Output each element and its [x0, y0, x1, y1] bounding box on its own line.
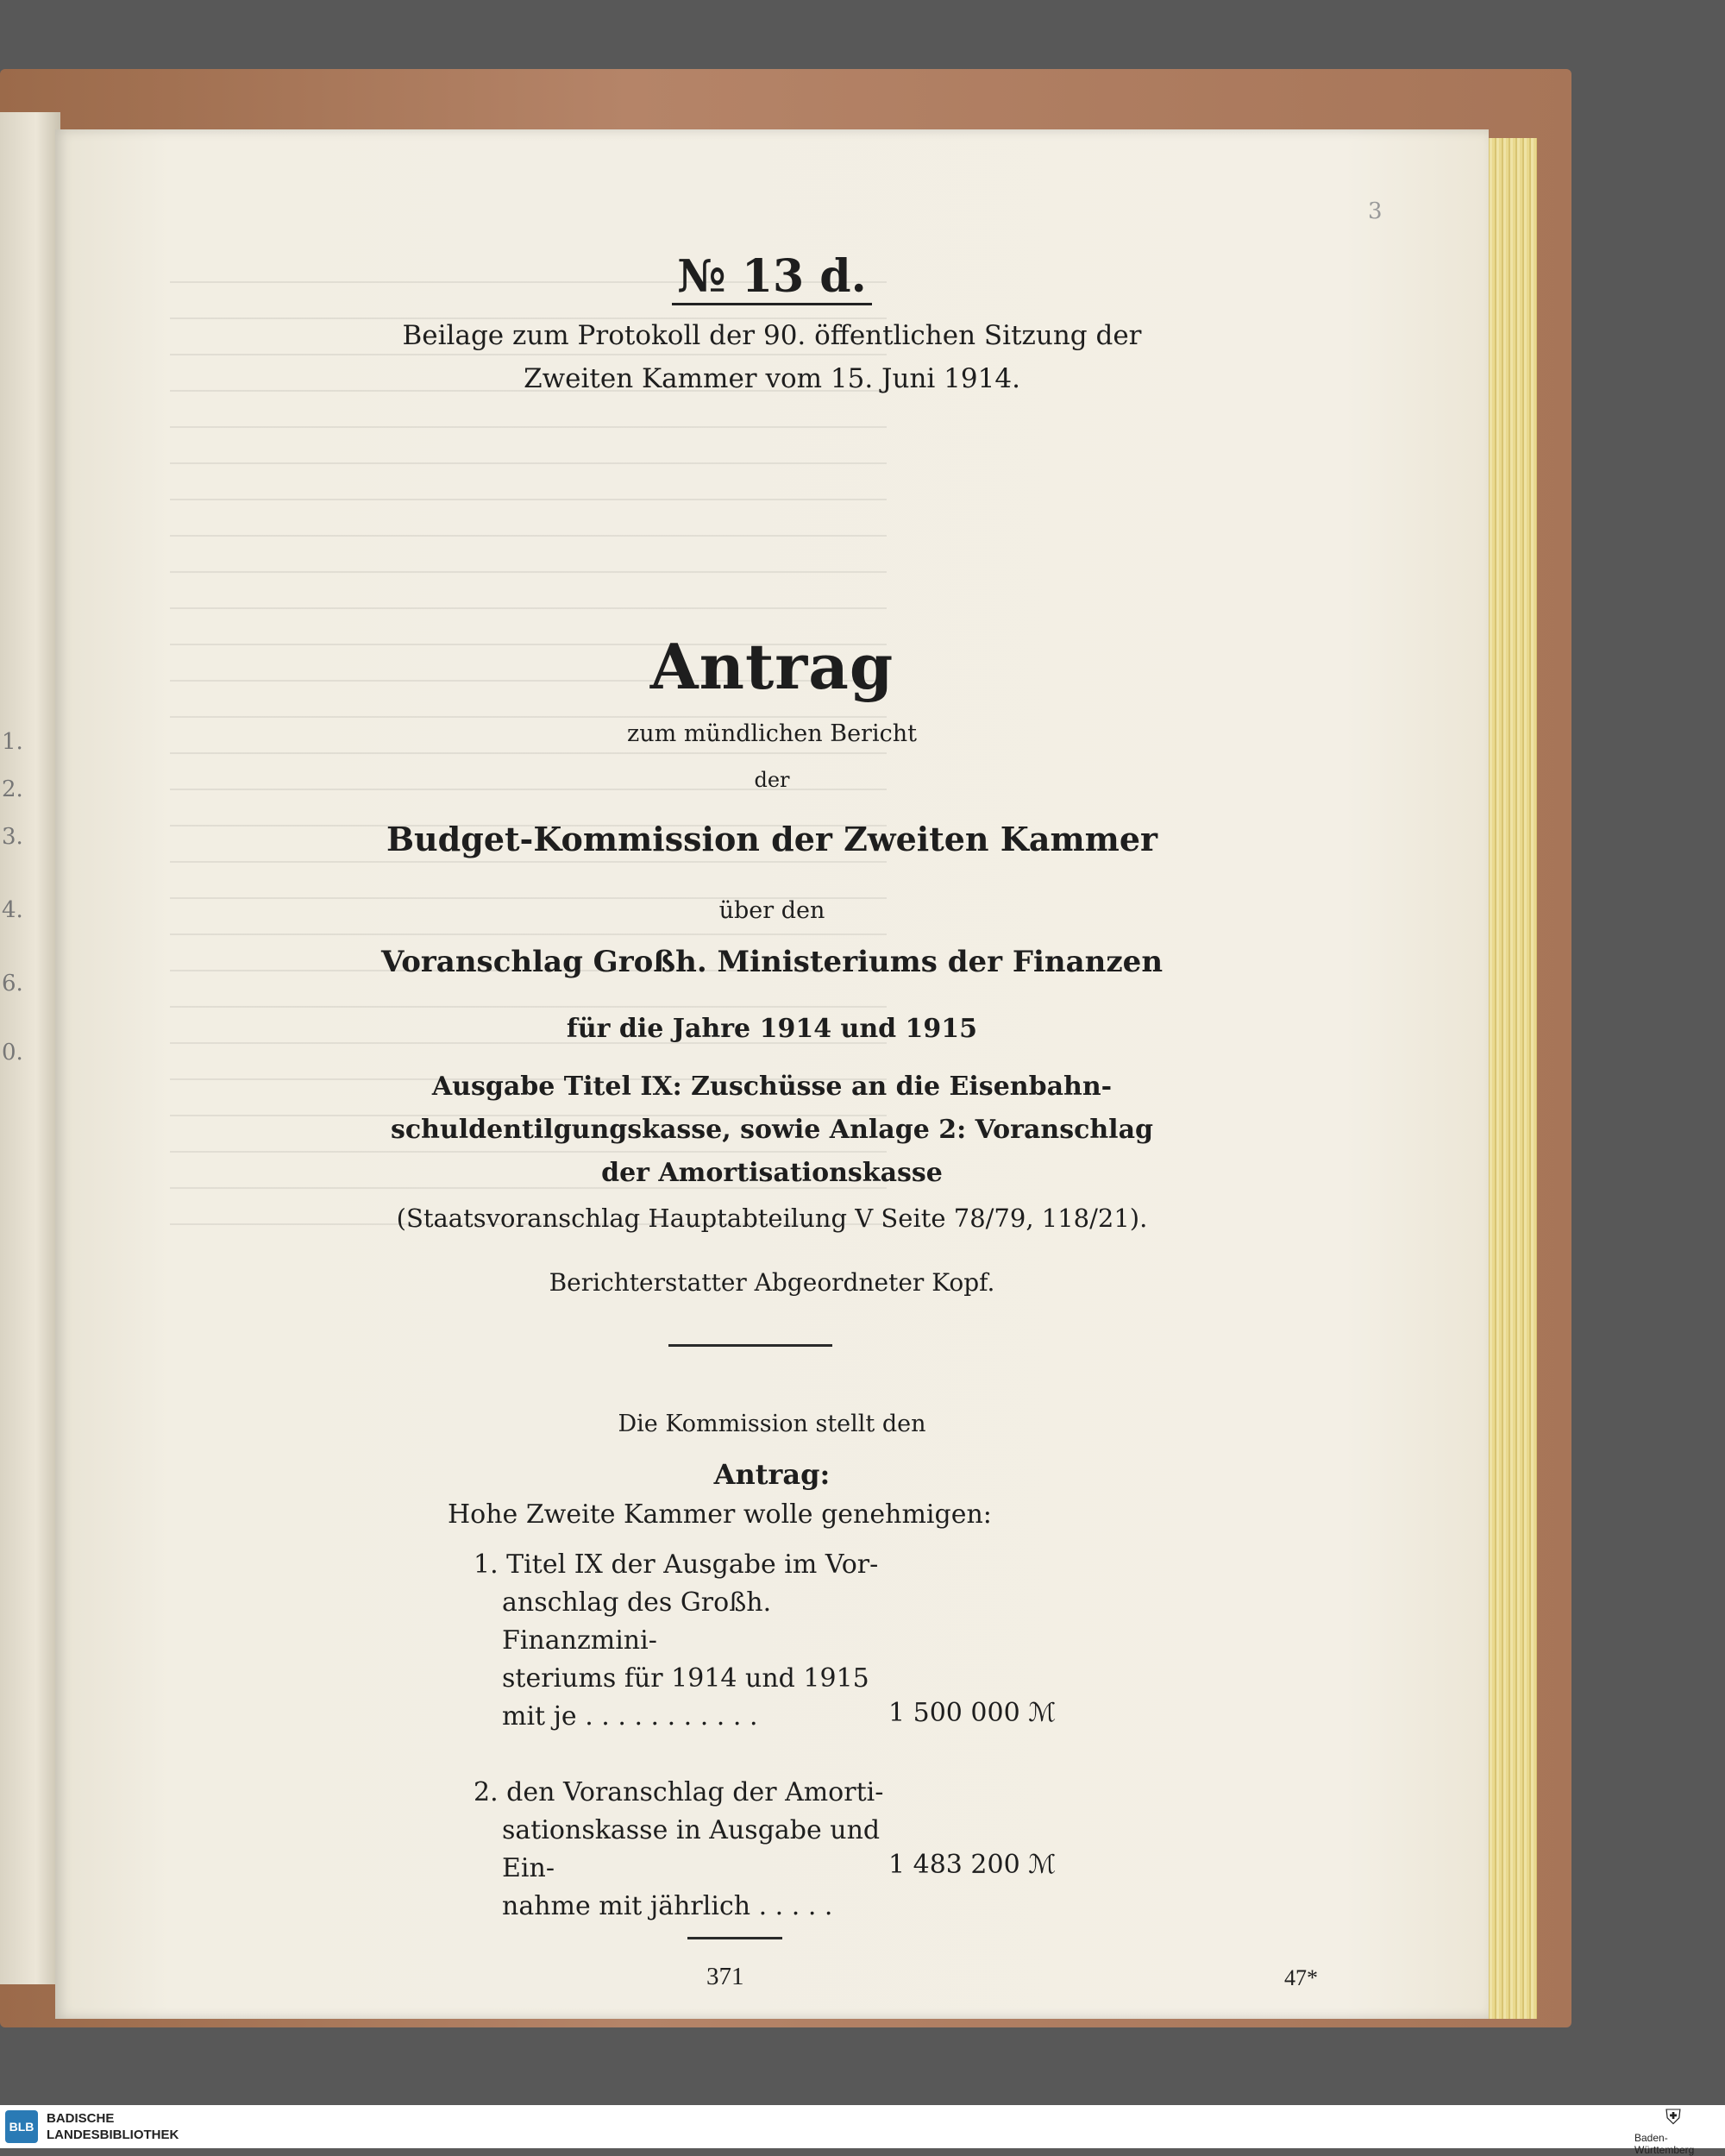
motion-item-1-line: mit je . . . . . . . . . . .	[502, 1701, 758, 1732]
margin-number: 4.	[2, 897, 23, 923]
subtitle-zum: zum mündlichen Bericht	[627, 720, 917, 747]
divider	[668, 1344, 832, 1347]
expenditure-line-3: der Amortisationskasse	[601, 1158, 943, 1188]
commission-name: Budget-Kommission der Zweiten Kammer	[386, 820, 1158, 858]
margin-number: 0.	[2, 1040, 23, 1065]
state-budget-reference: (Staatsvoranschlag Hauptabteilung V Seite 78/79, 118/21).	[396, 1204, 1148, 1233]
motion-item-1	[474, 1546, 922, 1736]
expenditure-title	[55, 1065, 1489, 1195]
document-page	[55, 129, 1489, 2019]
library-logo[interactable]: BLB	[5, 2110, 38, 2143]
subtitle-der: der	[754, 768, 790, 792]
corner-number: 3	[1368, 198, 1383, 224]
motion-item-2-line: sationskasse in Ausgabe und Ein-	[502, 1815, 881, 1883]
margin-number: 1.	[2, 729, 23, 755]
motion-item-2-line: nahme mit jährlich . . . . .	[502, 1891, 833, 1921]
budget-title: Voranschlag Großh. Ministeriums der Finanzen	[380, 945, 1164, 979]
rapporteur: Berichterstatter Abgeordneter Kopf.	[549, 1268, 995, 1297]
expenditure-line-1: Ausgabe Titel IX: Zuschüsse an die Eisenbahn-	[431, 1072, 1113, 1102]
motion-intro: Die Kommission stellt den	[618, 1411, 926, 1437]
motion-item-1-line: 1. Titel IX der Ausgabe im Vor-	[474, 1549, 879, 1580]
budget-years: für die Jahre 1914 und 1915	[566, 1014, 978, 1044]
footer-bar	[0, 2105, 1725, 2148]
beilage-line-1: Beilage zum Protokoll der 90. öffentlichen Sitzung der	[402, 320, 1142, 351]
library-name: BADISCHE LANDESBIBLIOTHEK	[47, 2111, 179, 2142]
motion-item-2	[474, 1774, 922, 1926]
margin-number: 6.	[2, 971, 23, 996]
subtitle-ueber: über den	[718, 897, 825, 924]
signature-mark: 47*	[1284, 1965, 1318, 1990]
motion-item-1-amount: 1 500 000 ℳ	[888, 1698, 1057, 1728]
motion-item-2-amount: 1 483 200 ℳ	[888, 1850, 1057, 1880]
beilage-line-2: Zweiten Kammer vom 15. Juni 1914.	[524, 363, 1020, 394]
page-edges	[1485, 138, 1537, 2019]
divider	[687, 1937, 782, 1939]
motion-heading: Antrag:	[713, 1458, 831, 1491]
motion-item-2-line: 2. den Voranschlag der Amorti-	[474, 1777, 884, 1807]
margin-number: 3.	[2, 824, 23, 850]
motion-text: Hohe Zweite Kammer wolle genehmigen:	[448, 1499, 992, 1530]
state-name: Baden-Württemberg	[1634, 2132, 1695, 2156]
motion-item-1-line: steriums für 1914 und 1915	[502, 1663, 869, 1694]
expenditure-line-2: schuldentilgungskasse, sowie Anlage 2: Voranschlag	[391, 1115, 1153, 1145]
page-content	[55, 129, 1489, 2019]
document-number: № 13 d.	[55, 250, 1489, 303]
page-title: Antrag	[649, 630, 894, 703]
beilage-heading	[55, 314, 1489, 400]
motion-item-1-line: anschlag des Großh. Finanzmini-	[502, 1587, 772, 1656]
coat-of-arms-icon: ⛨	[1665, 2105, 1681, 2129]
page-number: 371	[706, 1963, 744, 1990]
left-page	[0, 112, 60, 1984]
margin-number: 2.	[2, 776, 23, 802]
